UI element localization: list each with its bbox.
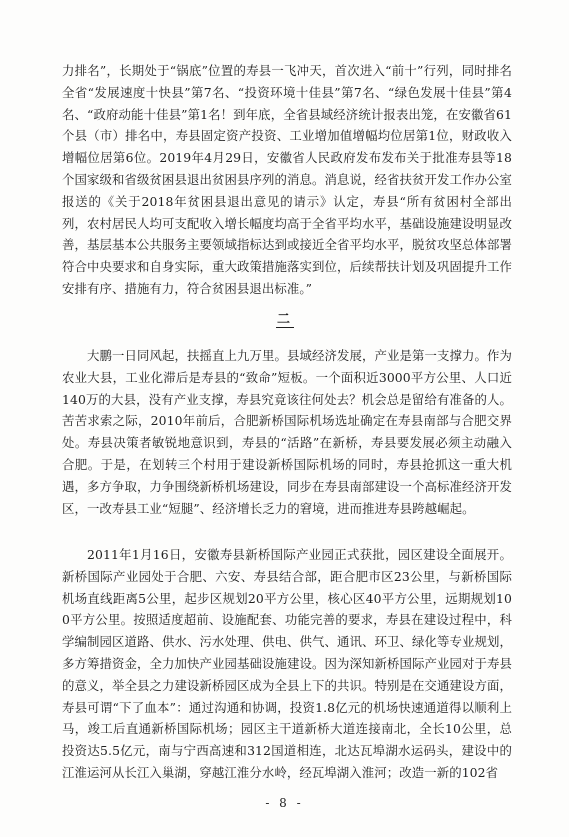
page-number: - 8 - <box>265 796 304 810</box>
section-heading <box>0 312 569 328</box>
paragraph-industry-support: 大鹏一日同风起，扶摇直上九万里。县域经济发展，产业是第一支撑力。作为农业大县，工业化滞后是寿县的“致命”短板。一个面积近3000平方公里、人口近140万的大县，没有产业支撑，寿县究竟该往何处去？机会总是留给有准备的人。苦苦求索之际，2010年前后，合肥新桥国际机场选址确定在寿县南部与合肥交界处。寿县决策者敏锐地意识到，寿县的“活路”在新桥，寿县要发展必须主动融入合肥。于是，在划转三个村用于建设新桥国际机场的同时，寿县抢抓这一重大机遇，多方争取，力争围绕新桥机场建设，同步在寿县南部建设一个高标准经济开发区，一改寿县工业“短腿”、经济增长乏力的窘境，进而推进寿县跨越崛起。 <box>62 348 512 516</box>
paragraph-continuation: 力排名”，长期处于“锅底”位置的寿县一飞冲天，首次进入“前十”行列，同时排名全省“发展速度十快县”第7名、“投资环境十佳县”第7名、“绿色发展十佳县”第4名、“政府动能十佳县”第1名！到年底，全省县域经济统计报表出笼，在安徽省61个县（市）排名中，寿县固定资产投资、工业增加值增幅均位居第1位，财政收入增幅位居第6位。2019年4月29日，安徽省人民政府发布发布关于批准寿县等18个国家级和省级贫困县退出贫困县序列的消息。消息说，经省扶贫开发工作办公室报送的《关于2018年贫困县退出意见的请示》认定，寿县“所有贫困村全部出列，农村居民人均可支配收入增长幅度均高于全省平均水平，基础设施建设明显改善，基层基本公共服务主要领域指标达到或接近全省平均水平，脱贫攻坚总体部署符合中央要求和自身实际，重大政策措施落实到位，后续帮扶计划及巩固提升工作安排有序、措施有力，符合贫困县退出标准。” <box>62 63 512 296</box>
paragraph-xinqiao-park: 2011年1月16日，安徽寿县新桥国际产业园正式获批，园区建设全面展开。新桥国际产业园处于合肥、六安、寿县结合部，距合肥市区23公里，与新桥国际机场直线距离5公里，起步区规划20平方公里，核心区40平方公里，远期规划100平方公里。按照适度超前、设施配套、功能完善的要求，寿县在建设过程中，科学编制园区道路、供水、污水处理、供电、供气、通讯、环卫、绿化等专业规划，多方筹措资金，全力加快产业园基础设施建设。因为深知新桥国际产业园对于寿县的意义，举全县之力建设新桥园区成为全县上下的共识。特别是在交通建设方面，寿县可谓“下了血本”：通过沟通和协调，投资1.8亿元的机场快速通道得以顺利上马，竣工后直通新桥国际机场；园区主干道新桥大道连接南北，全长10公里，总投资达5.5亿元，南与宁西高速和312国道相连，北达瓦埠湖水运码头，建设中的江淮运河从长江入巢湖，穿越江淮分水岭，经瓦埠湖入淮河；改造一新的102省 <box>62 547 512 780</box>
section-heading-text: 二 <box>276 312 292 327</box>
